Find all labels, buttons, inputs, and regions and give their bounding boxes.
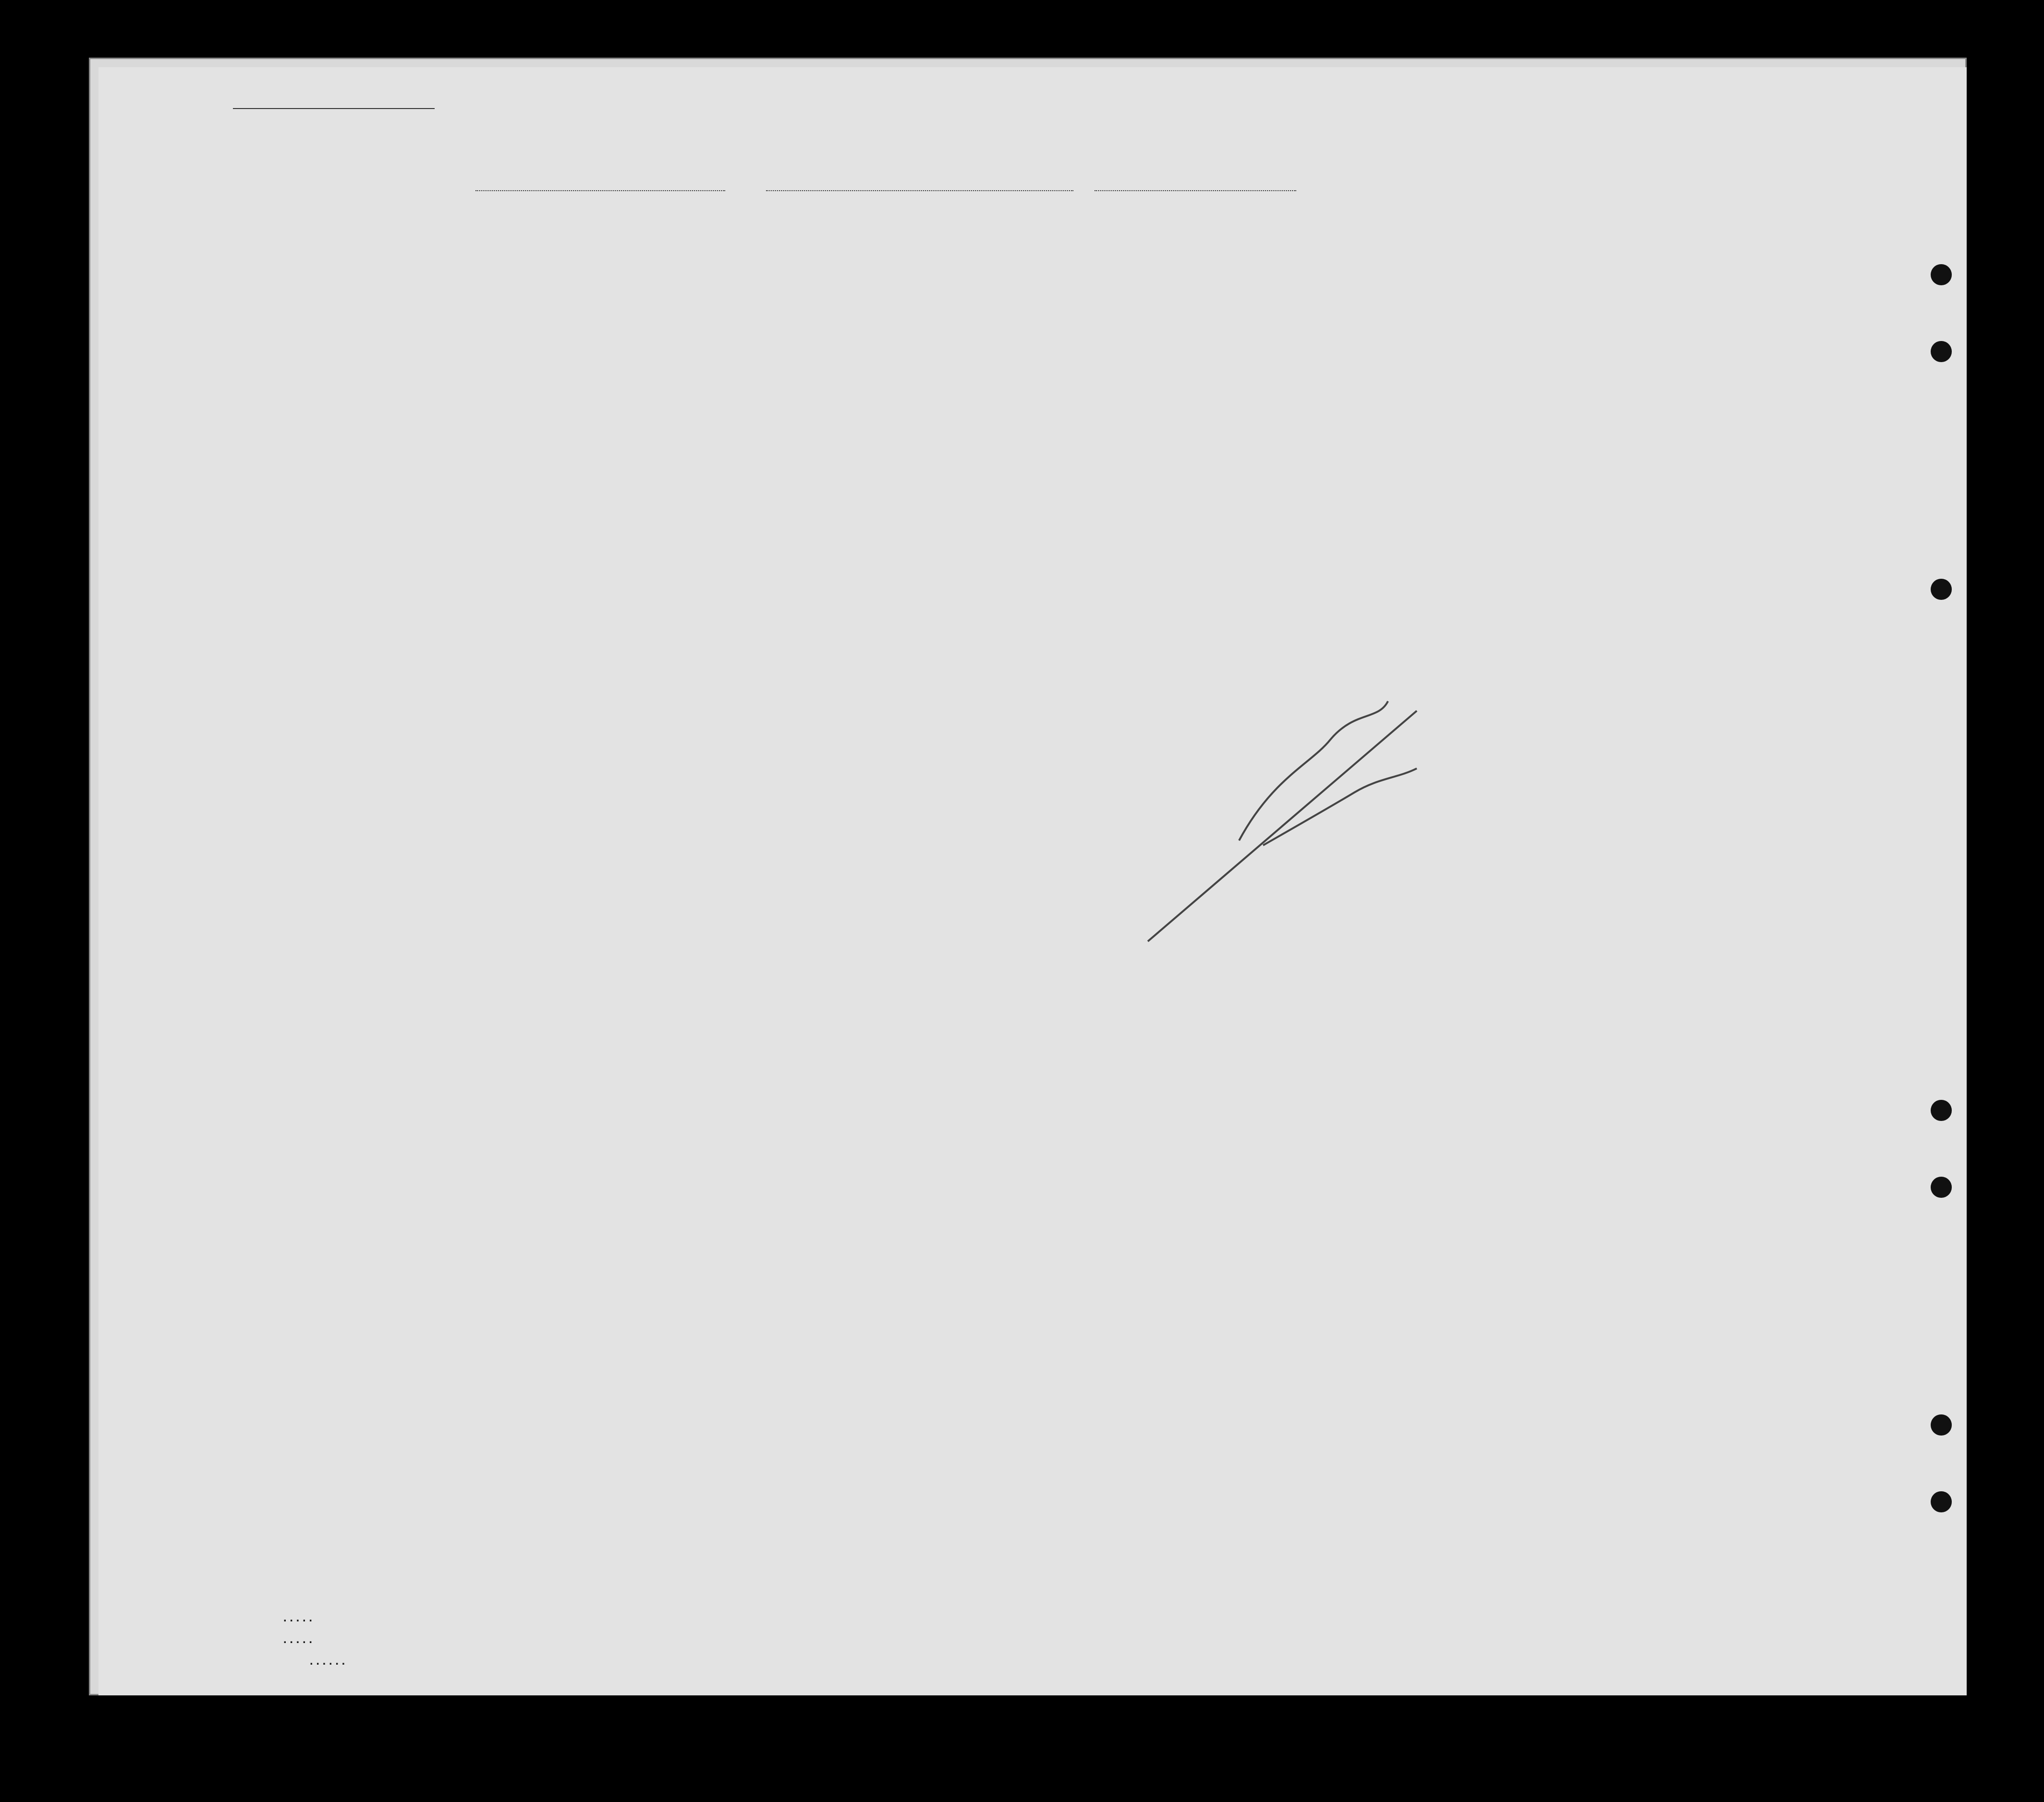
binder-hole [1931, 264, 1952, 285]
footer-citizens: . . . . . [283, 1633, 313, 1646]
footer-aliens: . . . . . . [310, 1655, 345, 1668]
binder-hole [1931, 1100, 1952, 1121]
binder-hole [1931, 341, 1952, 362]
binder-hole [1931, 579, 1952, 600]
binder-hole [1931, 1177, 1952, 1198]
footer-total: . . . . . [283, 1611, 313, 1624]
inspector-signature [1129, 682, 1465, 951]
binder-hole [1931, 1491, 1952, 1512]
binder-hole [1931, 1414, 1952, 1436]
